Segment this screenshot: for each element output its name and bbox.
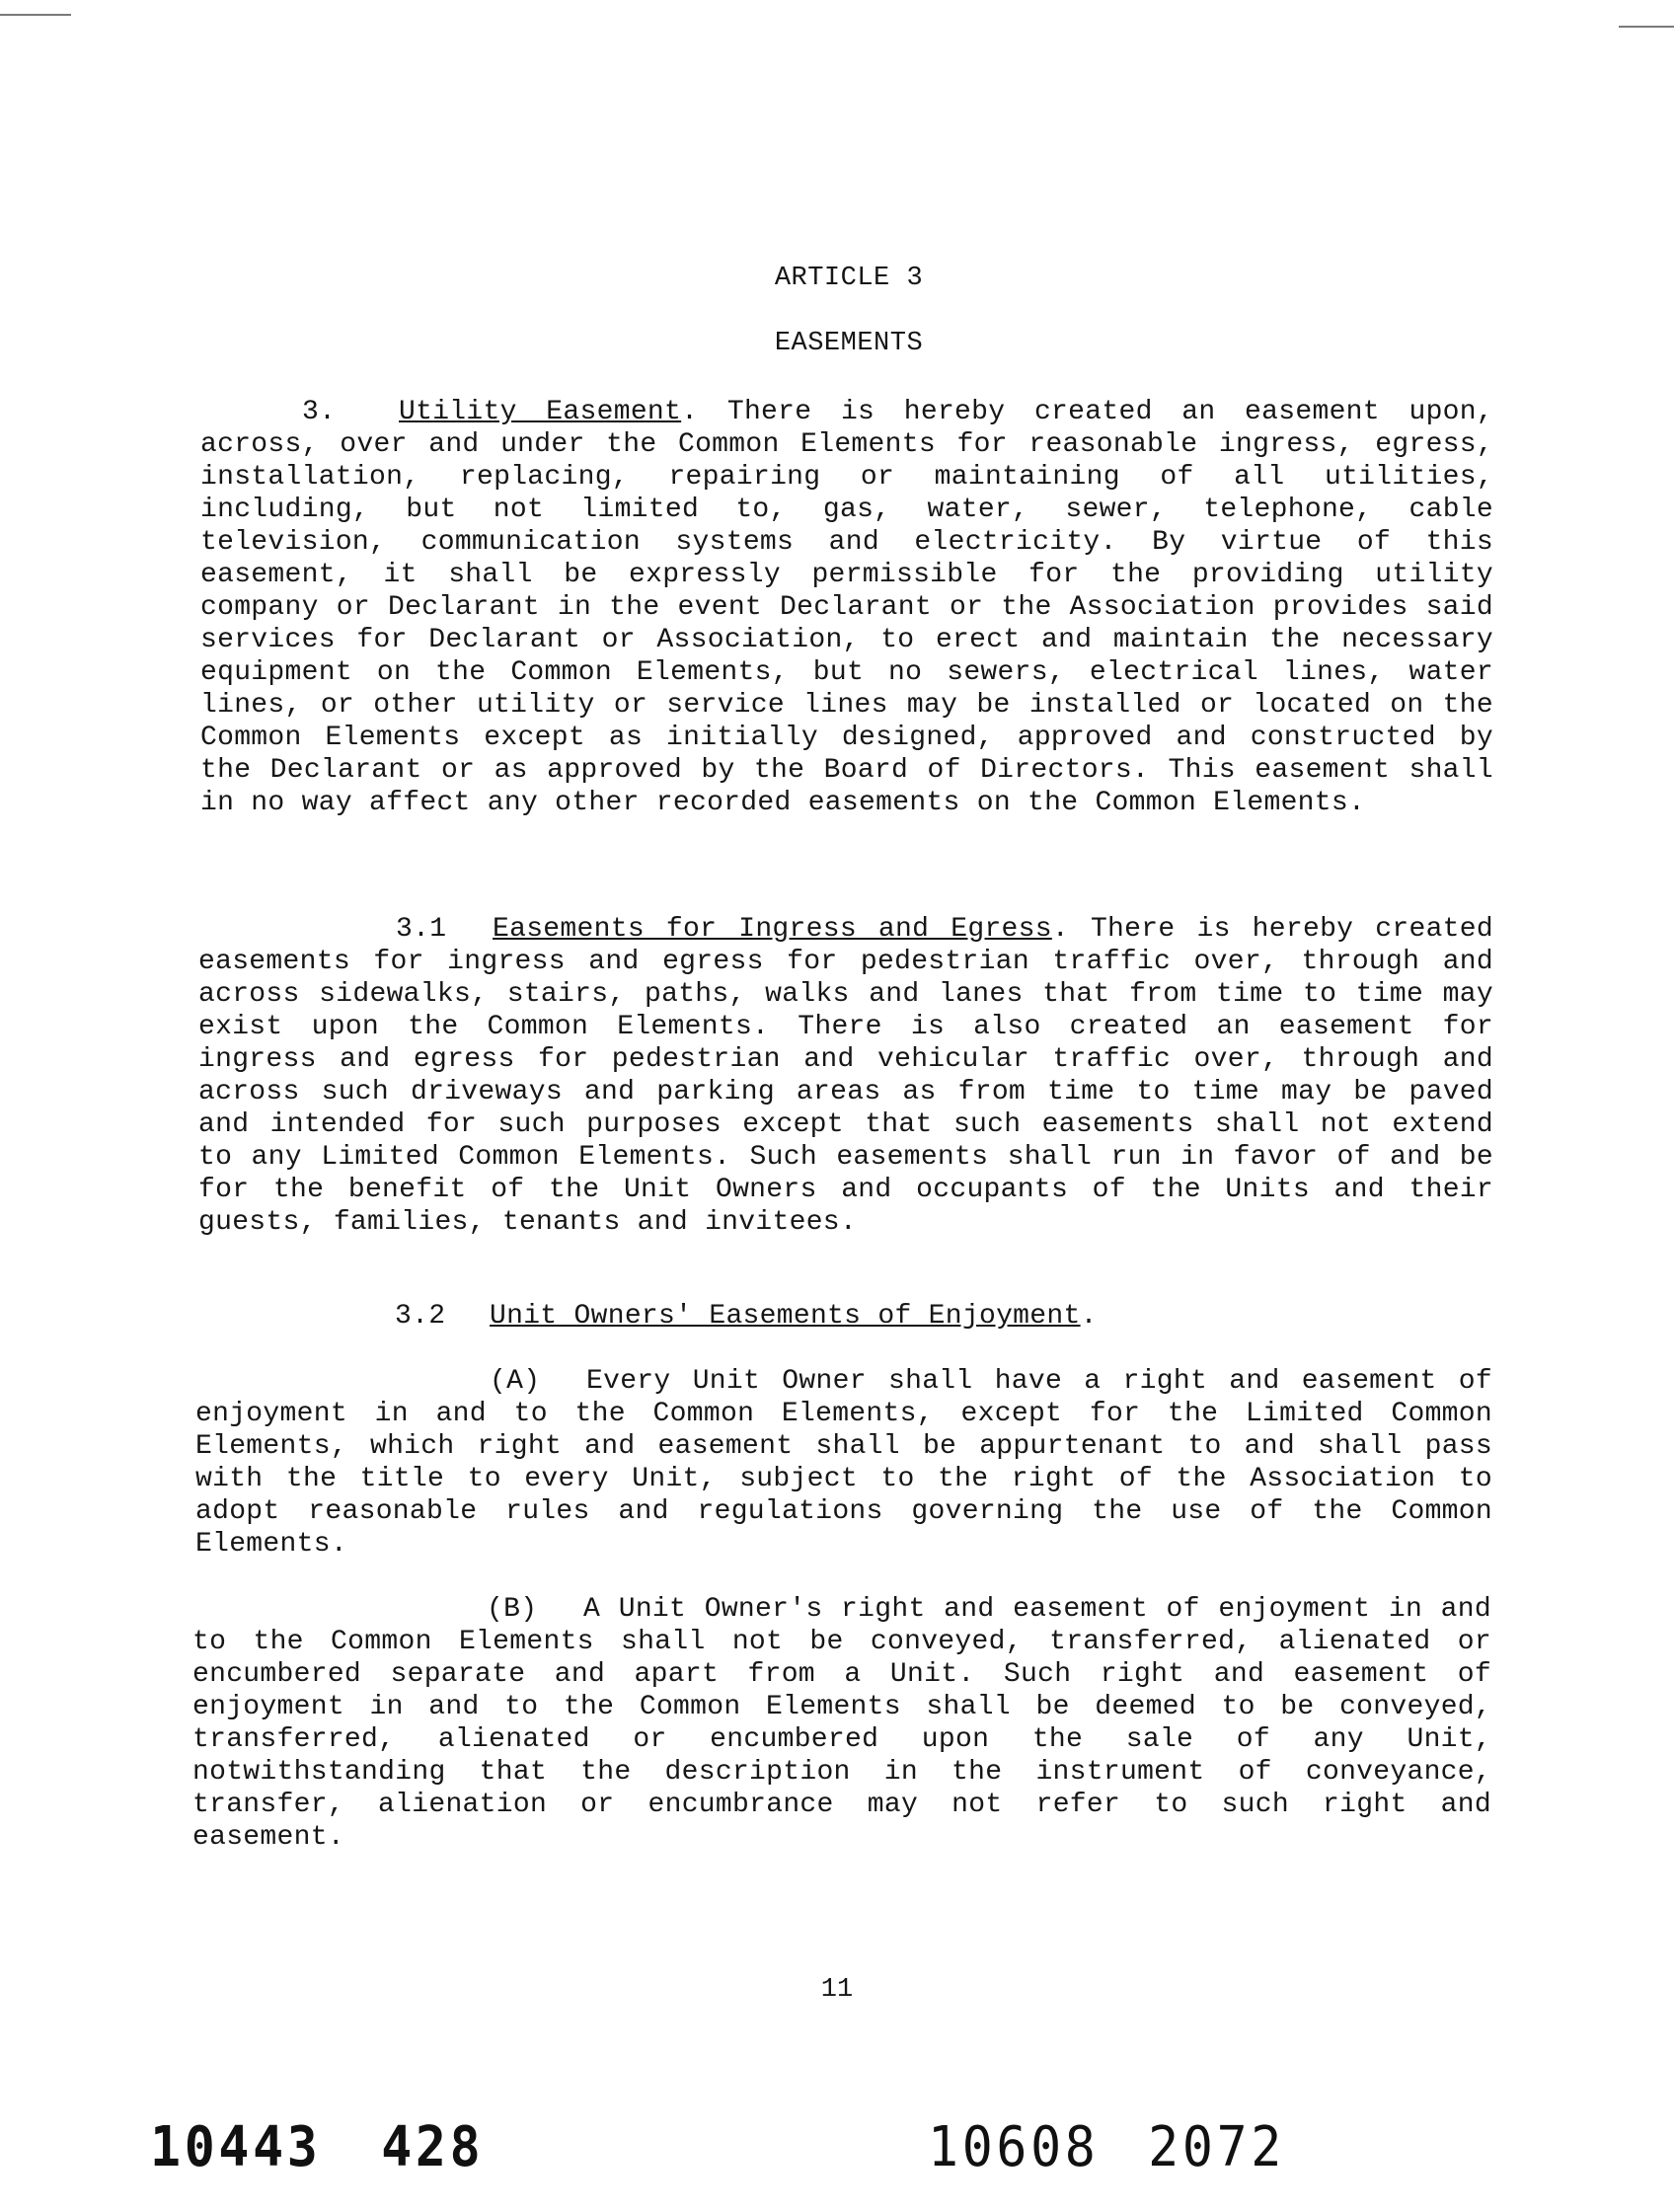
section-3-2-heading	[395, 1300, 1098, 1333]
section-heading: Easements for Ingress and Egress	[493, 914, 1052, 945]
section-heading: Unit Owners' Easements of Enjoyment	[490, 1301, 1081, 1332]
section-3-utility-easement	[200, 396, 1493, 819]
book-number: 10443	[150, 2115, 322, 2179]
article-title: ARTICLE 3	[774, 264, 924, 293]
scan-edge-mark-right	[1619, 26, 1674, 28]
article-name: EASEMENTS	[774, 329, 924, 358]
subsection-a	[195, 1365, 1492, 1561]
subsection-body: A Unit Owner's right and easement of enjoyment in and to the Common Elements shall not be conveyed, transferred, alienated or encumbered separate and apart from a Unit. Such right and easement of enjoyment in and to the Common Elements shall be deemed to be conveyed, transferred, alienated or encumbered upon the sale of any Unit, notwithstanding that the description in the instrument of conveyance, transfer, alienation or encumbrance may not refer to such right and easement.	[192, 1594, 1491, 1853]
section-body: . There is hereby created an easement upon, across, over and under the Common Elements for reasonable ingress, egress, installation, replacing, repairing or maintaining of all utilities, including, but not limited to, gas, water, sewer, telephone, cable television, communication systems and electricity. By virtue of this easement, it shall be expressly permissible for the providing utility company or Declarant in the event Declarant or the Association provides said services for Declarant or Association, to erect and maintain the necessary equipment on the Common Elements, but no sewers, electrical lines, water lines, or other utility or service lines may be installed or located on the Common Elements except as initially designed, approved and constructed by the Declarant or as approved by the Board of Directors. This easement shall in no way affect any other recorded easements on the Common Elements.	[200, 397, 1493, 818]
section-number: 3.	[302, 397, 337, 427]
section-body: . There is hereby created easements for ingress and egress for pedestrian traffic over, through and across sidewalks, stairs, paths, walks and lanes that from time to time may exist upon the Common Elements. There is also created an easement for ingress and egress for pedestrian and vehicular traffic over, through and across such driveways and parking areas as from time to time may be paved and intended for such purposes except that such easements shall not extend to any Limited Common Elements. Such easements shall run in favor of and be for the benefit of the Unit Owners and occupants of the Units and their guests, families, tenants and invitees.	[198, 914, 1493, 1238]
subsection-label: (A)	[490, 1366, 541, 1397]
section-heading: Utility Easement	[399, 397, 682, 427]
section-number: 3.2	[395, 1301, 446, 1332]
subsection-b	[192, 1593, 1491, 1854]
book-page-stamp-right	[928, 2115, 1285, 2179]
section-number: 3.1	[396, 914, 447, 945]
page-number: 11	[820, 1975, 854, 2005]
page-number-stamp: 2072	[1148, 2115, 1285, 2179]
book-page-stamp-left	[150, 2115, 485, 2179]
scan-edge-mark-left	[0, 14, 71, 16]
section-3-1-ingress-egress	[198, 913, 1493, 1239]
subsection-body: Every Unit Owner shall have a right and easement of enjoyment in and to the Common Elements, except for the Limited Common Elements, which right and easement shall be appurtenant to and shall pass with the title to every Unit, subject to the right of the Association to adopt reasonable rules and regulations governing the use of the Common Elements.	[195, 1366, 1492, 1560]
book-number: 10608	[928, 2115, 1100, 2179]
page-number-stamp: 428	[381, 2115, 485, 2179]
subsection-label: (B)	[487, 1594, 538, 1625]
section-heading-end: .	[1080, 1301, 1098, 1332]
